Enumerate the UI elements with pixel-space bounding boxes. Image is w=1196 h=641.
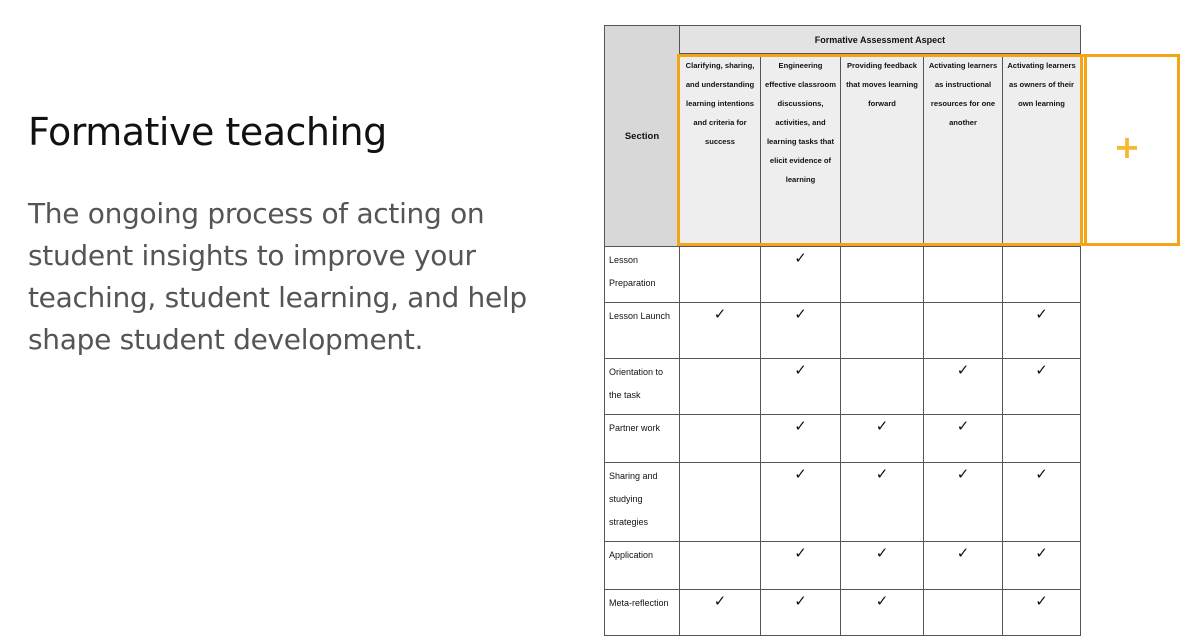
section-label: Orientation to the task <box>605 359 680 415</box>
aspect-header: Clarifying, sharing, and understanding learning intentions and criteria for success <box>680 54 761 247</box>
check-cell: ✓ <box>1003 463 1081 542</box>
check-cell: ✓ <box>924 359 1003 415</box>
section-label: Sharing and studying strategies <box>605 463 680 542</box>
aspect-header: Providing feedback that moves learning forward <box>841 54 924 247</box>
check-cell: ✓ <box>1003 359 1081 415</box>
aspect-header: Engineering effective classroom discussions, activities, and learning tasks that elicit evidence of learning <box>761 54 841 247</box>
check-cell: ✓ <box>680 590 761 636</box>
check-cell: ✓ <box>841 542 924 590</box>
check-cell: ✓ <box>761 247 841 303</box>
section-label: Meta-reflection <box>605 590 680 636</box>
check-cell: ✓ <box>761 359 841 415</box>
check-cell: ✓ <box>1003 542 1081 590</box>
check-cell: ✓ <box>924 463 1003 542</box>
check-cell <box>1003 247 1081 303</box>
check-cell: ✓ <box>761 415 841 463</box>
slide-description: The ongoing process of acting on student insights to improve your teaching, student learning, and help shape student development. <box>28 197 527 356</box>
section-header: Section <box>605 26 680 247</box>
table-row <box>605 415 1081 463</box>
table-row <box>605 303 1081 359</box>
check-cell <box>680 542 761 590</box>
check-cell <box>841 303 924 359</box>
section-label: Application <box>605 542 680 590</box>
check-cell: ✓ <box>841 415 924 463</box>
check-cell: ✓ <box>761 463 841 542</box>
check-cell: ✓ <box>841 590 924 636</box>
check-cell <box>841 359 924 415</box>
check-cell: ✓ <box>761 542 841 590</box>
aspect-header: Activating learners as owners of their own learning <box>1003 54 1081 247</box>
check-cell: ✓ <box>761 303 841 359</box>
table-row <box>605 542 1081 590</box>
check-cell: ✓ <box>924 415 1003 463</box>
plus-icon[interactable]: + <box>1113 128 1141 166</box>
table-row <box>605 463 1081 542</box>
section-label: Partner work <box>605 415 680 463</box>
check-cell: ✓ <box>1003 590 1081 636</box>
check-cell <box>924 247 1003 303</box>
check-cell <box>680 415 761 463</box>
section-label: Lesson Preparation <box>605 247 680 303</box>
table-row <box>605 247 1081 303</box>
check-cell: ✓ <box>761 590 841 636</box>
check-cell: ✓ <box>1003 303 1081 359</box>
aspects-highlight-box <box>677 54 1087 246</box>
aspect-group-header: Formative Assessment Aspect <box>680 26 1081 54</box>
slide-title: Formative teaching <box>28 110 387 154</box>
table-row <box>605 590 1081 636</box>
aspect-header: Activating learners as instructional resources for one another <box>924 54 1003 247</box>
check-cell <box>841 247 924 303</box>
check-cell <box>680 359 761 415</box>
check-cell <box>680 463 761 542</box>
check-cell: ✓ <box>841 463 924 542</box>
check-cell: ✓ <box>680 303 761 359</box>
check-cell: ✓ <box>924 542 1003 590</box>
check-cell <box>680 247 761 303</box>
check-cell <box>1003 415 1081 463</box>
check-cell <box>924 590 1003 636</box>
check-cell <box>924 303 1003 359</box>
table-row <box>605 359 1081 415</box>
section-label: Lesson Launch <box>605 303 680 359</box>
